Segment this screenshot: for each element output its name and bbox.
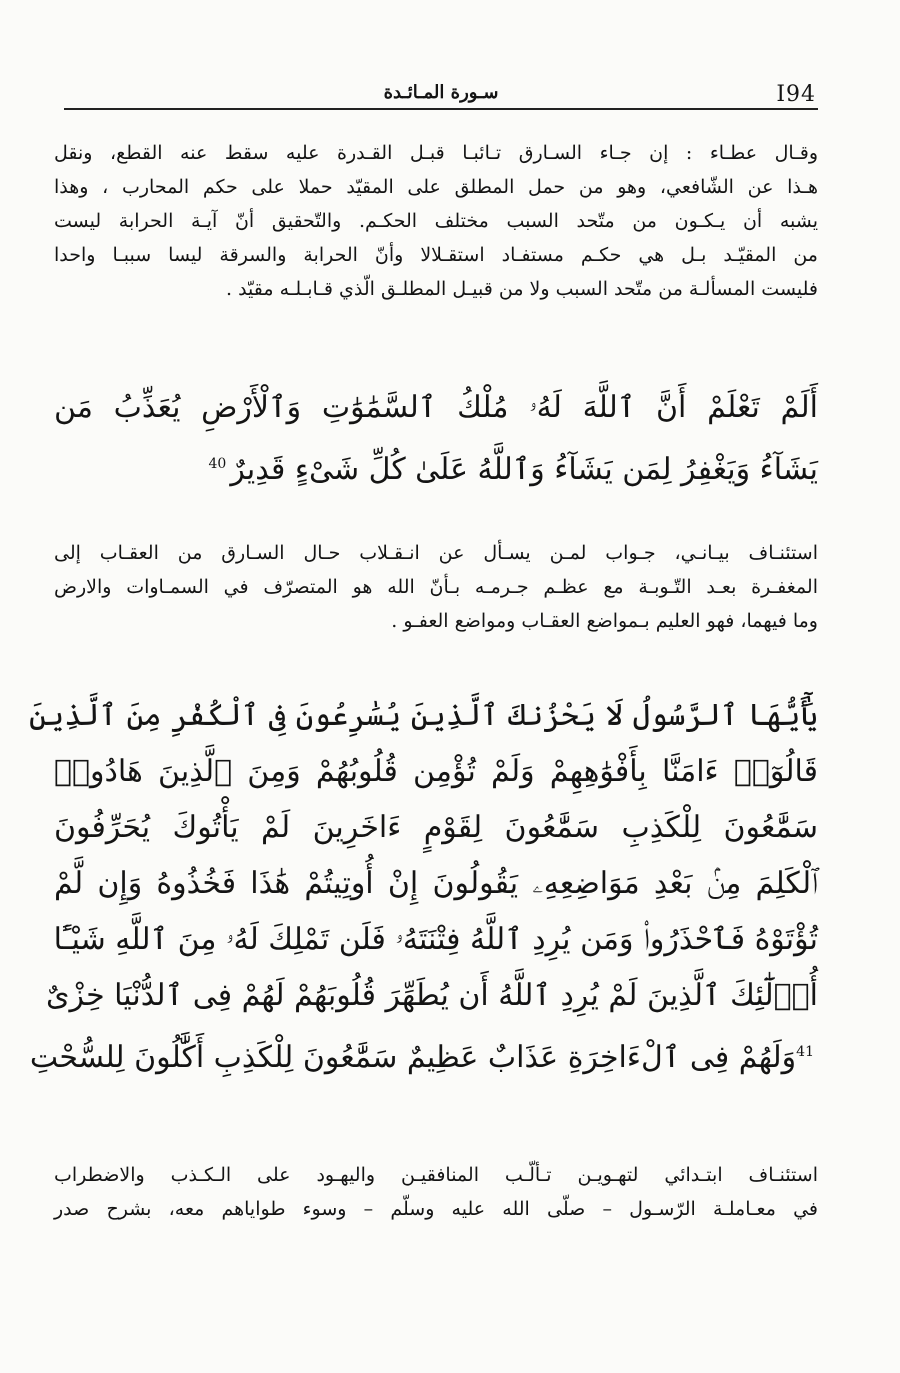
- quran-verse-41: [29, 688, 818, 1086]
- page-number: I94: [776, 82, 816, 107]
- text-line: في معـاملـة الرّسـول – صلّى الله عليه وسلّم – وسوء طواياهم معه، بشرح صدر: [54, 1198, 818, 1220]
- text-line: وما فيهما، فهو العليم بـمواضع العقـاب ومواضع العفـو .: [391, 610, 818, 632]
- verse-line: تُؤْتَوْهُ فَٱحْذَرُوا۟ وَمَن يُرِدِ ٱللَّهُ فِتْنَتَهُۥ فَلَن تَمْلِكَ لَهُۥ مِنَ ٱللَّهِ شَيْـًٔا: [53, 922, 818, 957]
- text-line: فليست المسألـة من متّحد السبب ولا من قبيـل المطلـق الّذي قـابـلـه مقيّد .: [226, 278, 818, 300]
- page-header: [64, 74, 818, 110]
- verse-line: أَلَمْ تَعْلَمْ أَنَّ ٱللَّهَ لَهُۥ مُلْكُ ٱلسَّمَٰوَٰتِ وَٱلْأَرْضِ يُعَذِّبُ مَن: [54, 390, 818, 425]
- verse-line: قَالُوٓا۟ ءَامَنَّا بِأَفْوَٰهِهِمْ وَلَمْ تُؤْمِن قُلُوبُهُمْ وَمِنَ ٱلَّذِينَ هَادُوا۟: [54, 754, 818, 789]
- commentary-paragraph-1: [54, 136, 818, 306]
- commentary-paragraph-3: [54, 1158, 818, 1226]
- quran-verse-40: [54, 380, 818, 498]
- text-line: من المقيّـد بـل هي حكـم مستفـاد استقـلالا وأنّ الحرابة والسرقة ليسا سببـا واحدا: [54, 244, 818, 266]
- verse-number: 41: [796, 1044, 814, 1060]
- commentary-paragraph-2: [54, 536, 818, 638]
- verse-line: ٱلْكَلِمَ مِنۢ بَعْدِ مَوَاضِعِهِۦ يَقُولُونَ إِنْ أُوتِيتُمْ هَٰذَا فَخُذُوهُ وَإِن لَّمْ: [54, 866, 818, 901]
- text-line: هـذا عن الشّافعي، وهو من حمل المطلق على المقيّد حملا على حكم المحارب ، وهذا: [54, 176, 818, 198]
- verse-line: أُو۟لَٰٓئِكَ ٱلَّذِينَ لَمْ يُرِدِ ٱللَّهُ أَن يُطَهِّرَ قُلُوبَهُمْ لَهُمْ فِى ٱلدُّنْيَا خِزْىٌ: [46, 978, 818, 1013]
- text-line: استئنـاف ابتـدائي لتهـويـن تـألّـب المنافقيـن واليهـود على الـكـذب والاضطراب: [54, 1164, 818, 1186]
- verse-line: [29, 1024, 818, 1086]
- text-line: وقـال عطـاء : إن جـاء السـارق تـائبـا قبـل القـدرة عليه سقط عنه القطع، ونقل: [54, 142, 818, 164]
- text-line: يشبه أن يـكـون من متّحد السبب مختلف الحكـم. والتّحقيق أنّ آيـة الحرابة ليست: [54, 210, 818, 232]
- verse-line: يَٰٓأَيُّهَا ٱلرَّسُولُ لَا يَحْزُنكَ ٱلَّذِينَ يُسَٰرِعُونَ فِى ٱلْكُفْرِ مِنَ ٱلَّذِينَ: [29, 698, 818, 733]
- text-line: استئنـاف بيـانـي، جـواب لمـن يسـأل عن انـقـلاب حـال السـارق من العقـاب إلى: [54, 542, 818, 564]
- verse-text: وَلَهُمْ فِى ٱلْءَاخِرَةِ عَذَابٌ عَظِيمٌ سَمَّٰعُونَ لِلْكَذِبِ أَكَّٰلُونَ لِلسُّحْتِ: [29, 1040, 797, 1075]
- verse-line: [54, 436, 818, 498]
- verse-number: 40: [208, 456, 227, 472]
- verse-line: سَمَّٰعُونَ لِلْكَذِبِ سَمَّٰعُونَ لِقَوْمٍ ءَاخَرِينَ لَمْ يَأْتُوكَ يُحَرِّفُونَ: [54, 810, 818, 845]
- running-title: سـورة المـائـدة: [383, 82, 499, 103]
- verse-text: يَشَآءُ وَيَغْفِرُ لِمَن يَشَآءُ وَٱللَّهُ عَلَىٰ كُلِّ شَىْءٍ قَدِيرٌ: [230, 452, 818, 487]
- text-line: المغفـرة بعـد التّـوبـة مع عظـم جـرمـه بـأنّ الله هو المتصرّف في السمـاوات والارض: [54, 576, 818, 598]
